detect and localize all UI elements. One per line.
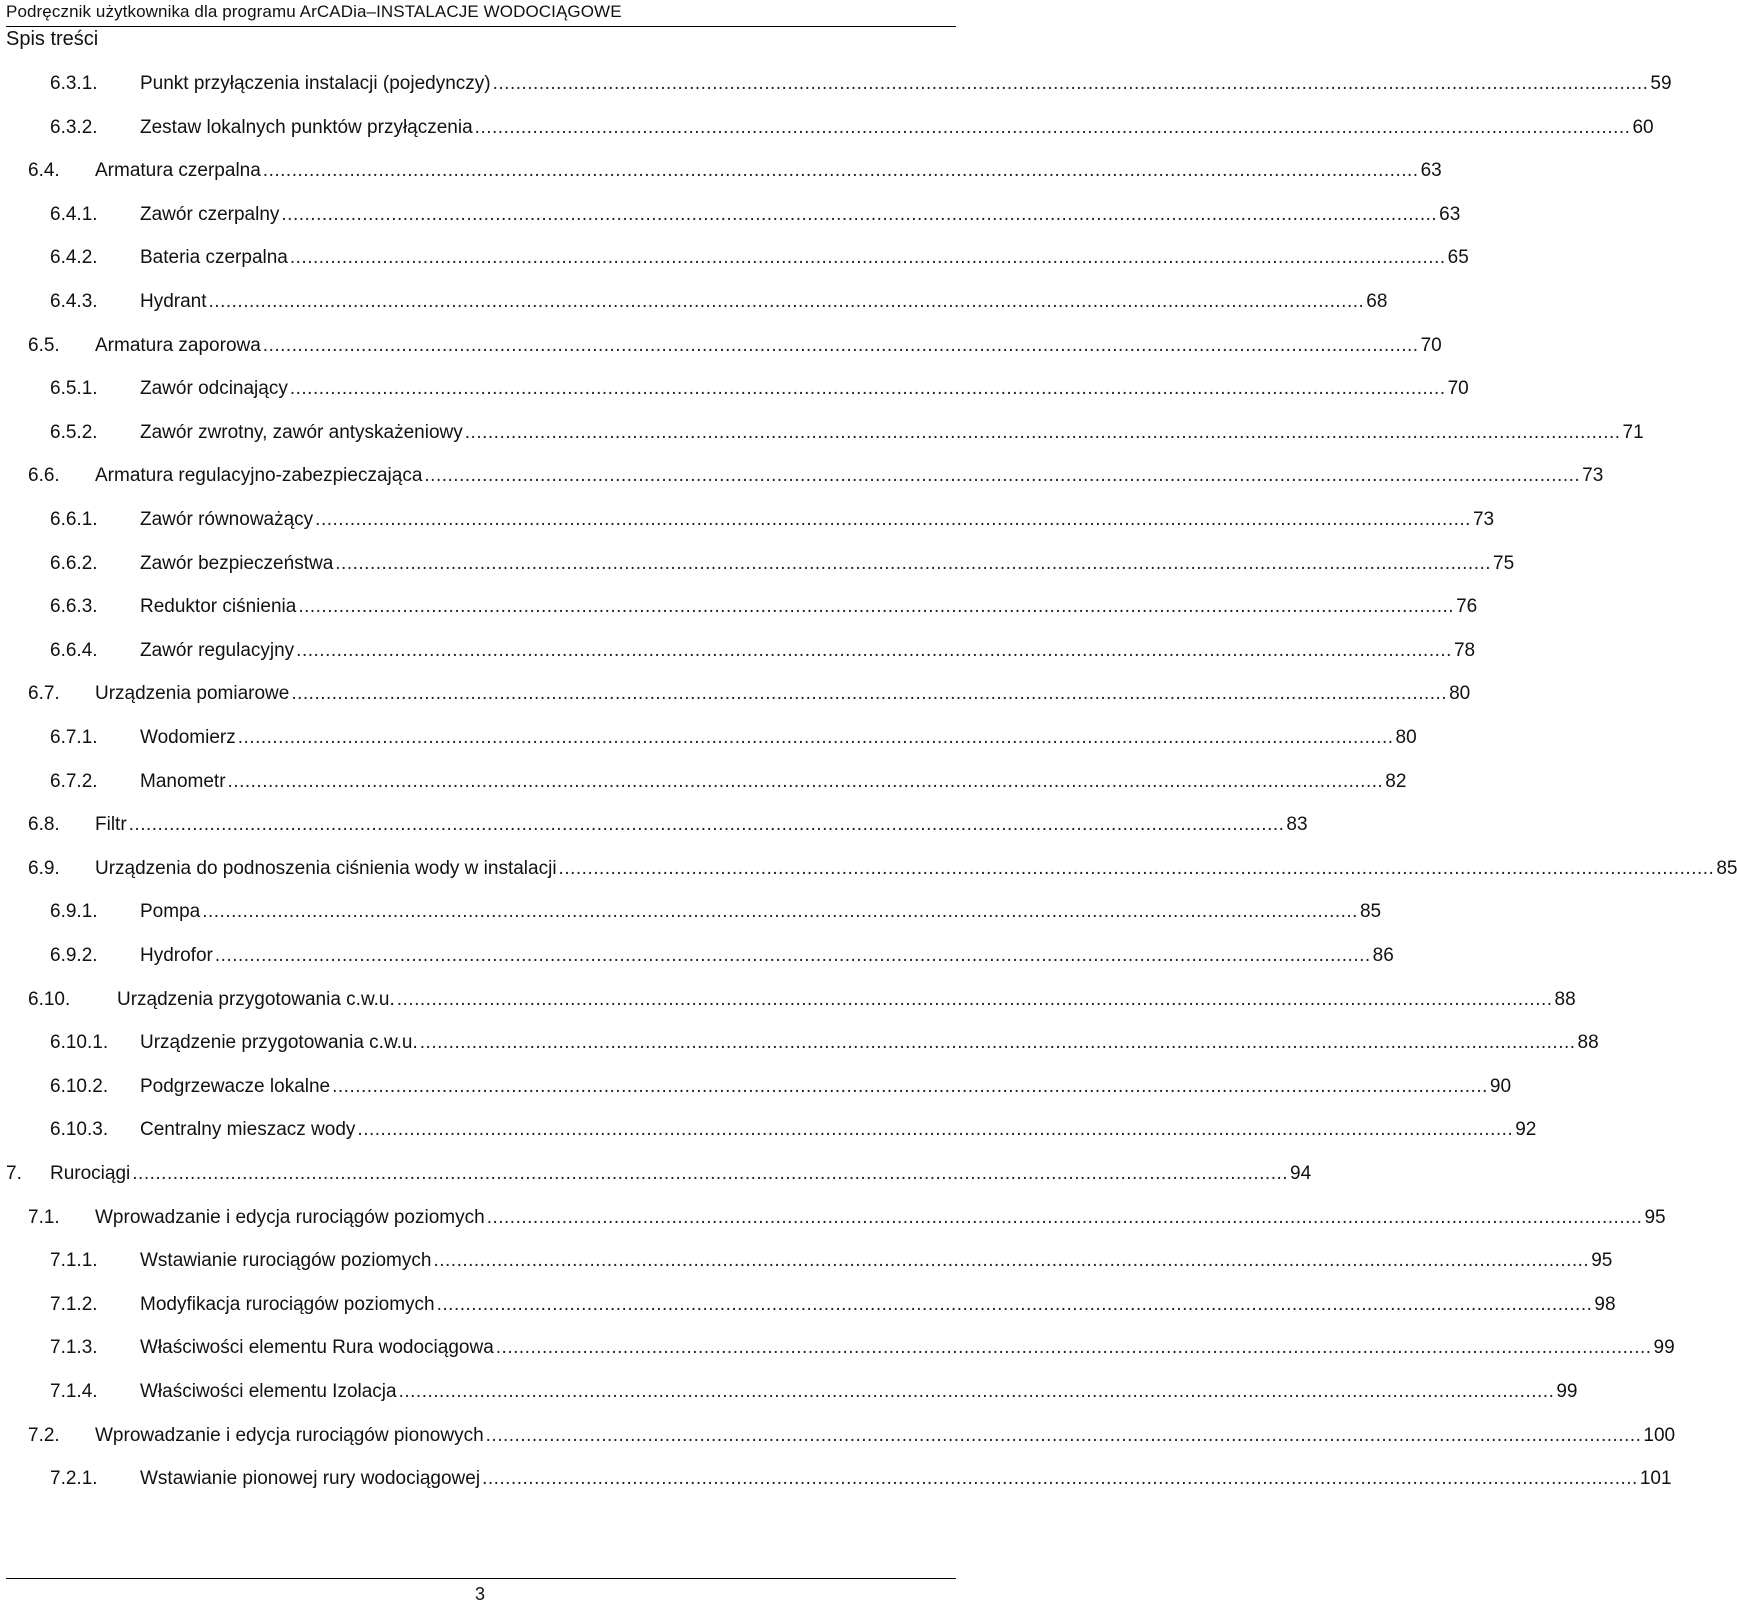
- toc-entry[interactable]: [0, 199, 1461, 233]
- toc-leader-dots: ........................................................................................................................................................................................................: [357, 1119, 1514, 1141]
- toc-leader-dots: ........................................................................................................................................................................................................: [495, 1337, 1652, 1359]
- toc-entry-number: 6.4.3.: [50, 291, 98, 312]
- toc-entry[interactable]: [0, 112, 1654, 146]
- toc-entry-number: 6.5.1.: [50, 378, 98, 400]
- toc-leader-dots: ........................................................................................................................................................................................................: [464, 421, 1621, 443]
- toc-entry-number: 6.3.2.: [50, 116, 98, 138]
- toc-entry-number: 6.5.: [28, 334, 60, 356]
- toc-entry-title: Zawór czerpalny: [140, 203, 280, 225]
- toc-leader-dots: ........................................................................................................................................................................................................: [436, 1293, 1593, 1315]
- toc-entry[interactable]: [0, 242, 1469, 276]
- toc-entry[interactable]: [0, 1071, 1512, 1105]
- toc-entry-page: 63: [1420, 160, 1442, 182]
- toc-entry-title: Właściwości elementu Izolacja: [140, 1381, 397, 1402]
- toc-entry-number: 6.7.: [28, 683, 60, 705]
- header-title: Podręcznik użytkownika dla programu ArCADia–INSTALACJE WODOCIĄGOWE: [6, 2, 622, 21]
- toc-leader-dots: ........................................................................................................................................................................................................: [398, 1381, 1555, 1402]
- toc-entry-title: Manometr: [140, 770, 226, 792]
- toc-entry-page: 68: [1366, 291, 1388, 312]
- toc-leader-dots: ........................................................................................................................................................................................................: [237, 727, 1394, 748]
- toc-leader-dots: ........................................................................................................................................................................................................: [281, 203, 1438, 225]
- toc-entry-page: 99: [1556, 1381, 1578, 1402]
- toc-leader-dots: ........................................................................................................................................................................................................: [291, 683, 1448, 705]
- toc-entry-number: 6.10.3.: [50, 1119, 109, 1141]
- toc-entry-page: 80: [1449, 683, 1471, 705]
- toc-entry-title: Zawór równoważący: [140, 509, 314, 530]
- toc-leader-dots: ........................................................................................................................................................................................................: [558, 857, 1715, 879]
- toc-entry[interactable]: [0, 1463, 1672, 1497]
- toc-entry[interactable]: [0, 984, 1576, 1018]
- toc-entry-page: 99: [1653, 1337, 1675, 1359]
- toc-entry[interactable]: [0, 635, 1476, 669]
- toc-entry-page: 73: [1582, 465, 1604, 487]
- toc-entry[interactable]: [0, 1376, 1578, 1410]
- toc-leader-dots: ........................................................................................................................................................................................................: [419, 1032, 1576, 1054]
- toc-leader-dots: ........................................................................................................................................................................................................: [433, 1250, 1590, 1272]
- toc-entry-number: 6.10.1.: [50, 1032, 109, 1054]
- toc-entry[interactable]: [0, 1289, 1616, 1323]
- toc-entry[interactable]: [0, 1420, 1676, 1454]
- toc-entry[interactable]: [0, 1027, 1599, 1061]
- toc-leader-dots: ........................................................................................................................................................................................................: [486, 1206, 1643, 1228]
- toc-entry-number: 6.6.1.: [50, 509, 98, 530]
- toc-entry-title: Zestaw lokalnych punktów przyłączenia: [140, 116, 473, 138]
- toc-entry-number: 6.6.3.: [50, 596, 98, 618]
- toc-entry-page: 100: [1643, 1424, 1676, 1446]
- toc-entry-title: Punkt przyłączenia instalacji (pojedynczy): [140, 73, 491, 94]
- toc-entry[interactable]: [0, 1332, 1675, 1366]
- toc-entry-page: 71: [1622, 421, 1644, 443]
- toc-entry[interactable]: [0, 722, 1417, 756]
- toc-entry-page: 85: [1716, 857, 1737, 879]
- footer-divider: [6, 1578, 956, 1579]
- toc-entry-title: Podgrzewacze lokalne: [140, 1075, 331, 1097]
- page-header: [6, 0, 956, 27]
- toc-entry-number: 7.2.: [28, 1424, 60, 1446]
- toc-leader-dots: ........................................................................................................................................................................................................: [262, 334, 1419, 356]
- toc-entry-page: 59: [1650, 73, 1672, 94]
- toc-entry-title: Centralny mieszacz wody: [140, 1119, 356, 1141]
- toc-entry-page: 90: [1489, 1075, 1512, 1097]
- toc-leader-dots: ........................................................................................................................................................................................................: [492, 73, 1649, 94]
- toc-leader-dots: ........................................................................................................................................................................................................: [482, 1468, 1638, 1490]
- toc-entry-page: 95: [1591, 1250, 1613, 1272]
- toc-leader-dots: ........................................................................................................................................................................................................: [214, 945, 1371, 966]
- toc-entry-number: 7.1.3.: [50, 1337, 98, 1359]
- toc-entry-title: Armatura czerpalna: [95, 160, 261, 182]
- toc-entry-title: Zawór regulacyjny: [140, 639, 295, 661]
- toc-leader-dots: ........................................................................................................................................................................................................: [424, 465, 1581, 487]
- toc-leader-dots: ........................................................................................................................................................................................................: [474, 116, 1631, 138]
- toc-entry-number: 6.3.1.: [50, 73, 98, 94]
- toc-entry-title: Filtr: [95, 814, 127, 836]
- toc-entry[interactable]: [0, 373, 1469, 407]
- toc-entry-page: 82: [1385, 770, 1407, 792]
- toc-entry-page: 65: [1447, 247, 1469, 269]
- toc-leader-dots: ........................................................................................................................................................................................................: [289, 247, 1446, 269]
- toc-entry-number: 6.6.: [28, 465, 60, 487]
- toc-entry[interactable]: [0, 853, 1737, 887]
- toc-leader-dots: ........................................................................................................................................................................................................: [227, 770, 1384, 792]
- toc-leader-dots: ........................................................................................................................................................................................................: [202, 901, 1358, 923]
- section-title: Spis treści: [6, 28, 99, 50]
- toc-entry-title: Urządzenia pomiarowe: [95, 683, 290, 705]
- toc-entry-title: Bateria czerpalna: [140, 247, 288, 269]
- toc-entry[interactable]: [0, 155, 1442, 189]
- toc-entry-number: 7.1.: [28, 1206, 60, 1228]
- toc-entry-page: 92: [1515, 1119, 1537, 1141]
- toc-entry-page: 88: [1577, 1032, 1599, 1054]
- toc-entry-number: 6.9.1.: [50, 901, 98, 923]
- toc-entry-title: Armatura zaporowa: [95, 334, 261, 356]
- toc-entry[interactable]: [0, 809, 1308, 843]
- toc-entry-title: Rurociągi: [50, 1163, 131, 1184]
- toc-entry-title: Urządzenia do podnoszenia ciśnienia wody w instalacji: [95, 857, 557, 879]
- toc-entry-number: 6.7.1.: [50, 727, 98, 748]
- toc-entry-title: Pompa: [140, 901, 201, 923]
- toc-entry-title: Wstawianie rurociągów poziomych: [140, 1250, 432, 1272]
- toc-entry[interactable]: [0, 1202, 1666, 1236]
- toc-entry-number: 7.2.1.: [50, 1468, 98, 1490]
- toc-entry-page: 63: [1439, 203, 1461, 225]
- toc-entry-number: 7.1.2.: [50, 1293, 98, 1315]
- toc-entry[interactable]: [0, 330, 1442, 364]
- toc-entry-number: 6.10.: [28, 988, 71, 1010]
- toc-entry[interactable]: [0, 460, 1604, 494]
- toc-entry[interactable]: [0, 940, 1394, 974]
- toc-leader-dots: ........................................................................................................................................................................................................: [332, 1075, 1488, 1097]
- toc-entry-number: 7.1.1.: [50, 1250, 98, 1272]
- toc-entry-title: Modyfikacja rurociągów poziomych: [140, 1293, 435, 1315]
- toc-entry-page: 94: [1290, 1163, 1312, 1184]
- toc-entry-title: Zawór odcinający: [140, 378, 288, 400]
- toc-entry-number: 7.: [6, 1163, 22, 1184]
- toc-entry-number: 6.4.2.: [50, 247, 98, 269]
- toc-entry[interactable]: [0, 504, 1495, 538]
- toc-entry-number: 6.10.2.: [50, 1075, 109, 1097]
- toc-entry-page: 80: [1395, 727, 1417, 748]
- toc-entry-number: 6.7.2.: [50, 770, 98, 792]
- toc-entry-page: 60: [1632, 116, 1654, 138]
- toc-leader-dots: ........................................................................................................................................................................................................: [396, 988, 1553, 1010]
- toc-entry-number: 6.4.: [28, 160, 60, 182]
- toc-entry-page: 85: [1359, 901, 1382, 923]
- toc-entry-page: 76: [1456, 596, 1478, 618]
- toc-entry-title: Hydrofor: [140, 945, 213, 966]
- toc-entry-page: 83: [1286, 814, 1308, 836]
- toc-entry[interactable]: [0, 68, 1672, 102]
- toc-entry-title: Armatura regulacyjno-zabezpieczająca: [95, 465, 423, 487]
- toc-entry-title: Wodomierz: [140, 727, 236, 748]
- toc-entry-number: 6.9.2.: [50, 945, 98, 966]
- toc-entry-title: Właściwości elementu Rura wodociągowa: [140, 1337, 494, 1359]
- toc-entry[interactable]: [0, 417, 1644, 451]
- toc-entry-page: 88: [1554, 988, 1576, 1010]
- toc-entry-page: 70: [1447, 378, 1469, 400]
- toc-entry[interactable]: [0, 548, 1515, 582]
- toc-entry-page: 75: [1493, 552, 1515, 574]
- toc-entry-page: 78: [1453, 639, 1476, 661]
- toc-entry-page: 73: [1472, 509, 1495, 530]
- toc-entry[interactable]: [0, 1114, 1537, 1148]
- toc-entry[interactable]: [0, 896, 1382, 930]
- toc-leader-dots: ........................................................................................................................................................................................................: [208, 291, 1365, 312]
- toc-entry[interactable]: [0, 286, 1388, 320]
- page-number: 3: [474, 1584, 485, 1604]
- toc-entry-number: 6.5.2.: [50, 421, 98, 443]
- toc-leader-dots: ........................................................................................................................................................................................................: [132, 1163, 1289, 1184]
- toc-entry[interactable]: [0, 1245, 1613, 1279]
- toc-entry[interactable]: [0, 766, 1407, 800]
- toc-entry-title: Hydrant: [140, 291, 207, 312]
- toc-leader-dots: ........................................................................................................................................................................................................: [298, 596, 1455, 618]
- toc-leader-dots: ........................................................................................................................................................................................................: [128, 814, 1285, 836]
- toc-entry-number: 6.9.: [28, 857, 60, 879]
- toc-entry-page: 70: [1420, 334, 1442, 356]
- toc-entry-title: Urządzenie przygotowania c.w.u.: [140, 1032, 418, 1054]
- toc-entry[interactable]: [0, 678, 1471, 712]
- toc-entry-number: 6.6.4.: [50, 639, 98, 661]
- toc-entry-title: Zawór zwrotny, zawór antyskażeniowy: [140, 421, 463, 443]
- toc-entry-page: 101: [1639, 1468, 1672, 1490]
- toc-entry-number: 6.6.2.: [50, 552, 98, 574]
- toc-entry-title: Wprowadzanie i edycja rurociągów pionowych: [95, 1424, 484, 1446]
- toc-leader-dots: ........................................................................................................................................................................................................: [335, 552, 1492, 574]
- toc-entry-title: Reduktor ciśnienia: [140, 596, 297, 618]
- toc-entry-title: Wstawianie pionowej rury wodociągowej: [140, 1468, 481, 1490]
- toc-leader-dots: ........................................................................................................................................................................................................: [262, 160, 1419, 182]
- toc-entry[interactable]: [0, 1158, 1312, 1192]
- toc-entry-title: Wprowadzanie i edycja rurociągów poziomych: [95, 1206, 485, 1228]
- toc-entry-title: Zawór bezpieczeństwa: [140, 552, 334, 574]
- toc-entry-number: 6.4.1.: [50, 203, 98, 225]
- toc-entry-page: 95: [1644, 1206, 1666, 1228]
- toc-entry-title: Urządzenia przygotowania c.w.u.: [117, 988, 395, 1010]
- toc-entry-page: 98: [1594, 1293, 1616, 1315]
- toc-entry[interactable]: [0, 591, 1478, 625]
- toc-leader-dots: ........................................................................................................................................................................................................: [315, 509, 1471, 530]
- toc-leader-dots: ........................................................................................................................................................................................................: [296, 639, 1452, 661]
- toc-entry-page: 86: [1372, 945, 1394, 966]
- toc-leader-dots: ........................................................................................................................................................................................................: [289, 378, 1446, 400]
- toc-entry-number: 7.1.4.: [50, 1381, 98, 1402]
- toc-entry-number: 6.8.: [28, 814, 60, 836]
- toc-leader-dots: ........................................................................................................................................................................................................: [485, 1424, 1642, 1446]
